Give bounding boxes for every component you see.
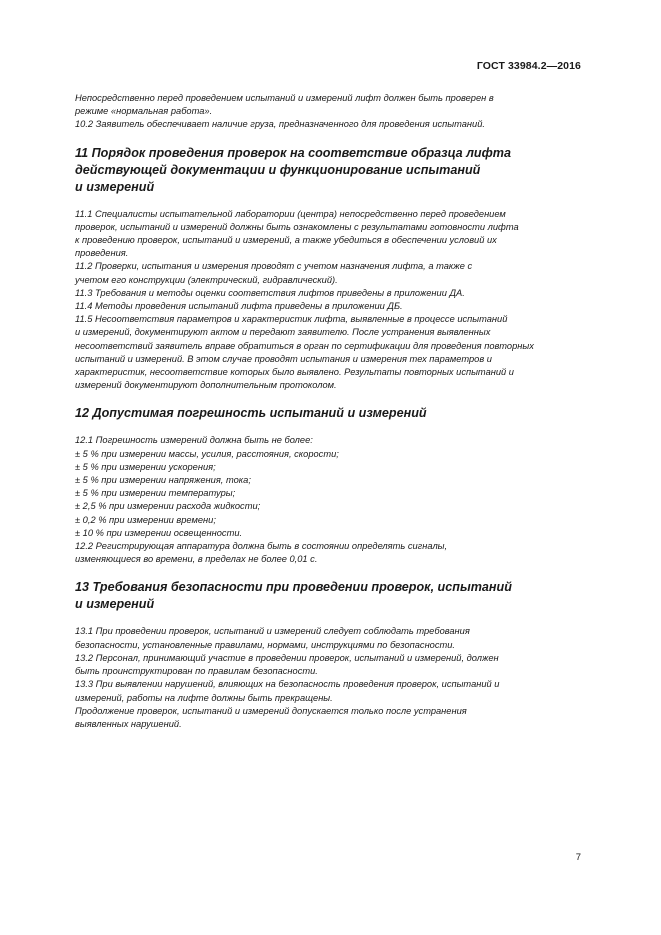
document-code-header: ГОСТ 33984.2—2016 [476,60,581,72]
section-11 [75,145,583,393]
paragraph-line: 12.2 Регистрирующая аппаратура должна быть в состоянии определять сигналы, [75,541,448,552]
paragraph-line: режиме «нормальная работа». [75,106,213,117]
paragraph-line: 13.2 Персонал, принимающий участие в проведении проверок, испытаний и измерений, должен [75,652,499,663]
paragraph-line: безопасности, установленные правилами, нормами, инструкциями по безопасности. [75,639,455,650]
paragraph-line: проведения. [75,248,129,259]
paragraph-line: быть проинструктирован по правилам безопасности. [75,666,318,677]
section-title: 11 Порядок проведения проверок на соответствие образца лифта [75,145,511,160]
paragraph-line: 11.4 Методы проведения испытаний лифта приведены в приложении ДБ. [75,301,403,312]
paragraph-line: и измерений, документируют актом и передают заявителю. После устранения выявленных [75,327,491,338]
paragraph-line: проверок, испытаний и измерений должны быть ознакомлены с результатами готовности лифта [75,221,519,232]
paragraph-line: Продолжение проверок, испытаний и измерений допускается только после устранения [75,705,467,716]
paragraph-line: измерений документируют дополнительным протоколом. [75,380,337,391]
paragraph-line: выявленных нарушений. [75,718,182,729]
paragraph-line: Непосредственно перед проведением испытаний и измерений лифт должен быть проверен в [75,93,494,103]
paragraph-line: 13.1 При проведении проверок, испытаний и измерений следует соблюдать требования [75,626,470,637]
paragraph-line: 11.3 Требования и методы оценки соответствия лифтов приведены в приложении ДА. [75,287,465,298]
paragraph-line: 10.2 Заявитель обеспечивает наличие груза, предназначенного для проведения испытаний. [75,119,485,130]
paragraph-line: 12.1 Погрешность измерений должна быть не более: [75,435,313,446]
paragraph-line: ± 5 % при измерении ускорения; [75,461,216,472]
paragraph-line: ± 5 % при измерении напряжения, тока; [75,475,251,486]
paragraph-line: 11.5 Несоответствия параметров и характеристик лифта, выявленные в процессе испытаний [75,314,508,325]
section-title: и измерений [75,597,155,612]
paragraph-line: испытаний и измерений. В этом случае проводят испытания и измерения тех параметров и [75,353,492,364]
paragraph-line: 11.1 Специалисты испытательной лаборатории (центра) непосредственно перед проведением [75,208,506,219]
paragraph-line: к проведению проверок, испытаний и измерений, а также убедиться в обеспечении условий их [75,235,497,246]
section-title: 12 Допустимая погрешность испытаний и измерений [75,406,427,421]
section-title: и измерений [75,179,155,194]
page-content [75,92,583,731]
paragraph-line: ± 0,2 % при измерении времени; [75,514,216,525]
section-title: 13 Требования безопасности при проведении проверок, испытаний [75,580,512,595]
section-13 [75,579,583,731]
section-title: действующей документации и функционирование испытаний [75,162,481,177]
paragraph-line: 11.2 Проверки, испытания и измерения проводят с учетом назначения лифта, а также с [75,261,473,272]
paragraph-line: учетом его конструкции (электрический, гидравлический). [75,274,338,285]
paragraph-line: ± 5 % при измерении температуры; [75,488,236,499]
paragraph-line: ± 2,5 % при измерении расхода жидкости; [75,501,261,512]
paragraph-line: изменяющиеся во времени, в пределах не более 0,01 с. [75,554,318,565]
paragraph-line: ± 5 % при измерении массы, усилия, расстояния, скорости; [75,448,339,459]
paragraph-line: измерений, работы на лифте должны быть прекращены. [75,692,333,703]
section-12 [75,405,583,566]
paragraph-line: 13.3 При выявлении нарушений, влияющих на безопасность проведения проверок, испытаний и [75,679,500,690]
page-number: 7 [575,852,581,863]
paragraph-line: характеристик, несоответствие которых было выявлено. Результаты повторных испытаний и [75,367,514,378]
paragraph-line: ± 10 % при измерении освещенности. [75,527,243,538]
paragraph-line: несоответствий заявитель вправе обратиться в орган по сертификации для проведения повторных [75,340,534,351]
